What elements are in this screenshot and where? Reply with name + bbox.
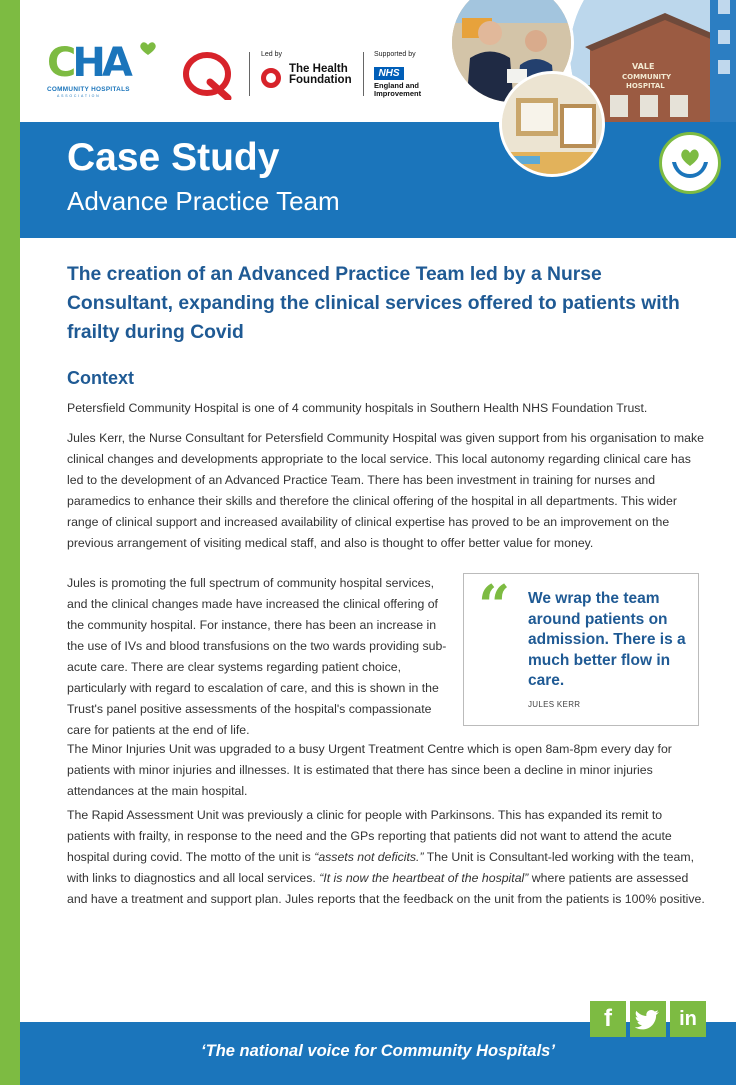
health-foundation-circle-icon <box>261 68 281 88</box>
heartbeat-quote: “It is now the heartbeat of the hospital” <box>319 871 529 885</box>
unit-motto: “assets not deficits.” <box>314 850 424 864</box>
cha-logo-subtitle-2: ASSOCIATION <box>57 94 101 98</box>
quote-mark-icon: “ <box>478 573 511 639</box>
building-sign-line: HOSPITAL <box>626 82 665 90</box>
cha-letter-a: A <box>101 40 129 86</box>
building-sign-line: COMMUNITY <box>622 73 672 81</box>
cha-logo <box>47 40 162 100</box>
cha-logo-letters <box>47 40 129 86</box>
paragraph-text: where patients are assessed and have a treatment and support plan. Jules reports that the feedback on the unit from the patients is 100% positive. <box>67 871 705 906</box>
health-foundation-name: The Health Foundation <box>289 63 352 86</box>
context-paragraph-1: Petersfield Community Hospital is one of 4 community hospitals in Southern Health NHS Foundation Trust. <box>67 401 648 415</box>
context-paragraph-3: Jules is promoting the full spectrum of community hospital services, and the clinical changes made have increased the clinical offering of the community hospital. For instance, there has been an increase in the use of IVs and blood transfusions on the two wards providing sub-acute care. There are clear systems regarding patient choice, particularly with regard to escalation of care, and this is shown in the Trust's panel positive assessments of the hospital's compassionate care for patients at the end of life. <box>67 576 447 737</box>
cha-badge <box>659 132 721 194</box>
led-by-label: Led by <box>261 51 283 58</box>
hands-heart-icon <box>670 144 710 182</box>
context-paragraph-2: Jules Kerr, the Nurse Consultant for Petersfield Community Hospital was given support from his organisation to make clinical changes and developments appropriate to the local service. This local autonomy regarding clinical care has led to the development of an Advanced Practice Team. There has been investment in training for nurses and paramedics to enhance their skills and therefore the clinical offering of the hospital in all departments. This wider range of clinical support and increased availability of clinical expertise has proved to be an improvement on the previous arrangement of visiting medical staff, and also is thought to offer better value for money. <box>67 431 704 550</box>
context-paragraph-5 <box>67 805 707 910</box>
left-accent-strip <box>0 0 20 1085</box>
linkedin-icon[interactable]: in <box>670 1001 706 1037</box>
nhs-text-line: Improvement <box>374 89 422 98</box>
logo-divider <box>363 52 364 96</box>
lead-heading: The creation of an Advanced Practice Team led by a Nurse Consultant, expanding the clinical services offered to patients with frailty during Covid <box>67 264 680 343</box>
logo-divider <box>249 52 250 96</box>
certificate-photo <box>499 71 605 177</box>
facebook-icon[interactable]: f <box>590 1001 626 1037</box>
context-paragraph-4: The Minor Injuries Unit was upgraded to a busy Urgent Treatment Centre which is open 8am-8pm every day for patients with minor injuries and illnesses. It is estimated that there has since been a decline in minor injuries attendances at the main hospital. <box>67 742 672 798</box>
page-title: Case Study <box>67 136 280 179</box>
cha-letter-h: H <box>72 40 102 86</box>
paragraph-text: The Unit is Consultant-led working with the team, with links to diagnostics and all local services. <box>67 850 695 885</box>
cha-letter-c: C <box>47 40 73 86</box>
context-heading: Context <box>67 368 134 388</box>
nhs-logo: NHS <box>374 67 404 80</box>
nhs-text-line: England and <box>374 81 419 90</box>
building-sign-line: VALE <box>632 62 655 71</box>
pull-quote <box>463 573 699 726</box>
supported-by-label: Supported by <box>374 51 416 58</box>
paragraph-text: The Rapid Assessment Unit was previously a clinic for people with Parkinsons. This has expanded its remit to patients with frailty, in response to the need and the GPs reporting that patients did not want to attend the acute hospital during covid. The motto of the unit is <box>67 808 672 864</box>
footer-tagline: ‘The national voice for Community Hospitals’ <box>201 1042 555 1060</box>
twitter-icon[interactable] <box>630 1001 666 1037</box>
nhs-england-label <box>374 82 421 98</box>
page-subtitle: Advance Practice Team <box>67 186 340 216</box>
pull-quote-text: We wrap the team around patients on admission. There is a much better flow in care. <box>528 590 686 689</box>
pull-quote-author: JULES KERR <box>528 700 581 709</box>
cha-hands-heart-icon <box>137 40 159 58</box>
q-logo-icon <box>180 50 238 100</box>
twitter-bird-glyph <box>630 1001 666 1037</box>
health-foundation-logo <box>261 64 361 100</box>
cha-logo-subtitle: COMMUNITY HOSPITALS <box>47 86 130 93</box>
